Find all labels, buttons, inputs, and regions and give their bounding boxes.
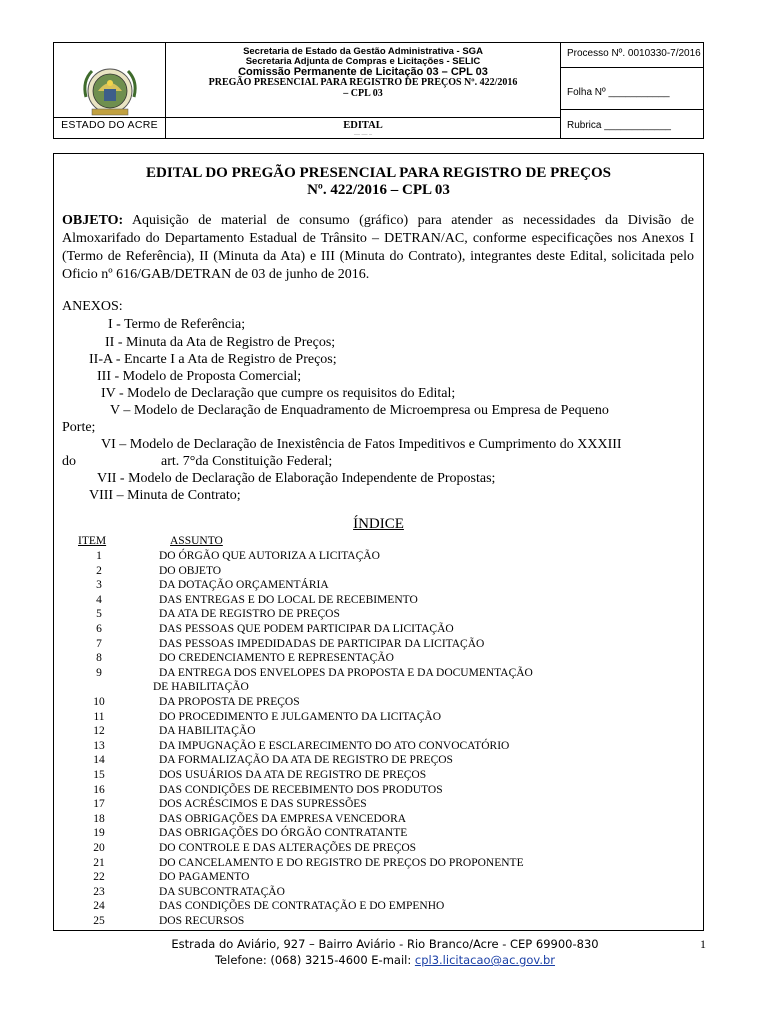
anexo-item: V – Modelo de Declaração de Enquadramento de Microempresa ou Empresa de Pequeno	[110, 403, 609, 418]
edital-title-line-2: Nº. 422/2016 – CPL 03	[307, 182, 450, 198]
indice-item-subject: DO CREDENCIAMENTO E REPRESENTAÇÃO	[159, 652, 394, 665]
indice-item-subject: DO PROCEDIMENTO E JULGAMENTO DA LICITAÇÃO	[159, 710, 441, 723]
anexo-item: II-A - Encarte I a Ata de Registro de Preços;	[89, 352, 337, 367]
anexo-item-continuation: art. 7°da Constituição Federal;	[161, 454, 333, 469]
state-name: ESTADO DO ACRE	[61, 119, 158, 131]
folha-field: Folha Nº ___________	[567, 87, 670, 98]
anexos-label: ANEXOS:	[62, 299, 123, 314]
indice-item-subject: DO PAGAMENTO	[159, 871, 250, 884]
page-number: 1	[700, 937, 706, 951]
agency-line-4: PREGÃO PRESENCIAL PARA REGISTRO DE PREÇOS Nº. 422/2016	[208, 77, 518, 89]
indice-item-subject: DO CANCELAMENTO E DO REGISTRO DE PREÇOS DO PROPONENTE	[159, 856, 524, 869]
anexo-item: VIII – Minuta de Contrato;	[89, 488, 241, 503]
indice-item-subject: DA PROPOSTA DE PREÇOS	[159, 696, 300, 708]
indice-item-number: 1	[96, 550, 102, 562]
indice-item-subject: DAS ENTREGAS E DO LOCAL DE RECEBIMENTO	[159, 593, 418, 606]
header-process-cell	[561, 43, 703, 138]
indice-item-number: 8	[96, 652, 102, 665]
indice-item-number: 19	[93, 827, 105, 840]
indice-item-number: 3	[96, 579, 102, 592]
anexo-item: II - Minuta da Ata de Registro de Preços;	[105, 335, 336, 350]
indice-item-number: 21	[93, 856, 105, 869]
indice-item-subject: DA DOTAÇÃO ORÇAMENTÁRIA	[159, 579, 329, 592]
indice-item-number: 22	[93, 871, 105, 884]
indice-item-number: 17	[93, 798, 105, 811]
footer-email-link[interactable]: cpl3.licitacao@ac.gov.br	[414, 953, 556, 967]
indice-item-number: 6	[96, 623, 102, 635]
indice-item-subject: DO OBJETO	[159, 564, 222, 577]
indice-item-subject: DA FORMALIZAÇÃO DA ATA DE REGISTRO DE PREÇOS	[159, 754, 453, 767]
agency-line-3: Comissão Permanente de Licitação 03 – CPL 03	[238, 65, 488, 78]
indice-col-item: ITEM	[78, 535, 107, 547]
indice-item-number: 4	[96, 593, 102, 606]
objeto-label: OBJETO:	[62, 213, 124, 228]
indice-item-number: 11	[93, 710, 105, 723]
indice-item-subject: DE HABILITAÇÃO	[153, 681, 249, 694]
agency-line-2: Secretaria Adjunta de Compras e Licitações - SELIC	[245, 55, 481, 67]
indice-item-subject: DA IMPUGNAÇÃO E ESCLARECIMENTO DO ATO CONVOCATÓRIO	[159, 739, 510, 752]
header-seal-cell	[54, 43, 166, 138]
indice-item-number: 18	[93, 812, 105, 825]
indice-item-number: 25	[93, 915, 105, 927]
anexo-item: VII - Modelo de Declaração de Elaboração Independente de Propostas;	[97, 471, 496, 486]
edital-sub-mark: — — –	[354, 132, 372, 138]
agency-line-5: – CPL 03	[343, 87, 383, 99]
indice-item-subject: DOS ACRÉSCIMOS E DAS SUPRESSÕES	[159, 798, 367, 811]
indice-item-subject: DAS PESSOAS QUE PODEM PARTICIPAR DA LICITAÇÃO	[159, 623, 454, 635]
indice-item-subject: DA HABILITAÇÃO	[159, 725, 256, 738]
indice-item-number: 9	[96, 666, 102, 679]
indice-item-number: 14	[93, 754, 105, 767]
footer-phone: Telefone: (068) 3215-4600 E-mail:	[214, 953, 415, 967]
indice-title: ÍNDICE	[353, 516, 404, 532]
indice-item-number: 13	[93, 739, 105, 752]
indice-item-subject: DA ENTREGA DOS ENVELOPES DA PROPOSTA E DA DOCUMENTAÇÃO	[159, 666, 533, 679]
indice-item-number: 10	[93, 696, 105, 708]
edital-title-line-1: EDITAL DO PREGÃO PRESENCIAL PARA REGISTRO DE PREÇOS	[146, 165, 611, 181]
anexo-item: I - Termo de Referência;	[108, 317, 246, 332]
indice-item-number: 15	[93, 769, 105, 781]
anexo-item: VI – Modelo de Declaração de Inexistência de Fatos Impeditivos e Cumprimento do XXXIII	[101, 437, 622, 452]
indice-item-number: 23	[93, 885, 105, 898]
indice-item-number: 2	[96, 564, 102, 577]
footer-contact	[0, 953, 770, 967]
indice-item-subject: DA SUBCONTRATAÇÃO	[159, 885, 285, 898]
anexo-item-continuation: do	[62, 454, 76, 469]
indice-item-number: 12	[93, 725, 105, 738]
agency-line-1: Secretaria de Estado da Gestão Administrativa - SGA	[243, 46, 483, 57]
indice-item-number: 24	[93, 900, 105, 913]
objeto-text: Aquisição de material de consumo (gráfico) para atender as necessidades da Divisão de Almoxarifado do Departamento Estadual de Trânsito – DETRAN/AC, conforme especificações nos Anexos I (Termo de Referência), II (Minuta da Ata) e III (Minuta do Contrato), integrantes deste Edital, solicitada pelo Oficio nº 616/GAB/DETRAN de 03 de junho de 2016.	[62, 213, 694, 282]
indice-item-subject: DA ATA DE REGISTRO DE PREÇOS	[159, 608, 340, 621]
indice-item-subject: DAS OBRIGAÇÕES DO ÓRGÃO CONTRATANTE	[159, 827, 408, 840]
rubrica-field: Rubrica ____________	[567, 120, 671, 131]
indice-item-subject: DAS CONDIÇÕES DE CONTRATAÇÃO E DO EMPENHO	[159, 900, 445, 913]
indice-item-subject: DAS OBRIGAÇÕES DA EMPRESA VENCEDORA	[159, 812, 407, 825]
indice-item-subject: DAS CONDIÇÕES DE RECEBIMENTO DOS PRODUTOS	[159, 783, 443, 796]
indice-col-assunto: ASSUNTO	[170, 535, 223, 547]
indice-item-subject: DAS PESSOAS IMPEDIDADAS DE PARTICIPAR DA LICITAÇÃO	[159, 637, 485, 650]
edital-body	[53, 153, 704, 931]
indice-item-subject: DOS USUÁRIOS DA ATA DE REGISTRO DE PREÇOS	[159, 769, 427, 781]
objeto-paragraph	[62, 212, 694, 284]
process-number: Processo Nº. 0010330-7/2016	[567, 48, 701, 59]
footer-address: Estrada do Aviário, 927 – Bairro Aviário - Rio Branco/Acre - CEP 69900-830	[171, 937, 599, 951]
anexo-item-continuation: Porte;	[62, 420, 96, 435]
indice-item-number: 16	[93, 783, 105, 796]
indice-item-subject: DOS RECURSOS	[159, 915, 245, 927]
anexo-item: IV - Modelo de Declaração que cumpre os requisitos do Edital;	[101, 386, 456, 401]
anexo-item: III - Modelo de Proposta Comercial;	[97, 369, 302, 384]
indice-item-number: 7	[96, 637, 102, 650]
header-agency-cell	[166, 43, 561, 138]
indice-item-subject: DO CONTROLE E DAS ALTERAÇÕES DE PREÇOS	[159, 842, 417, 854]
indice-item-number: 5	[96, 608, 102, 621]
document-header	[53, 42, 704, 139]
edital-label: EDITAL	[343, 120, 383, 131]
indice-item-subject: DO ÓRGÃO QUE AUTORIZA A LICITAÇÃO	[159, 550, 380, 562]
indice-item-number: 20	[93, 842, 105, 854]
